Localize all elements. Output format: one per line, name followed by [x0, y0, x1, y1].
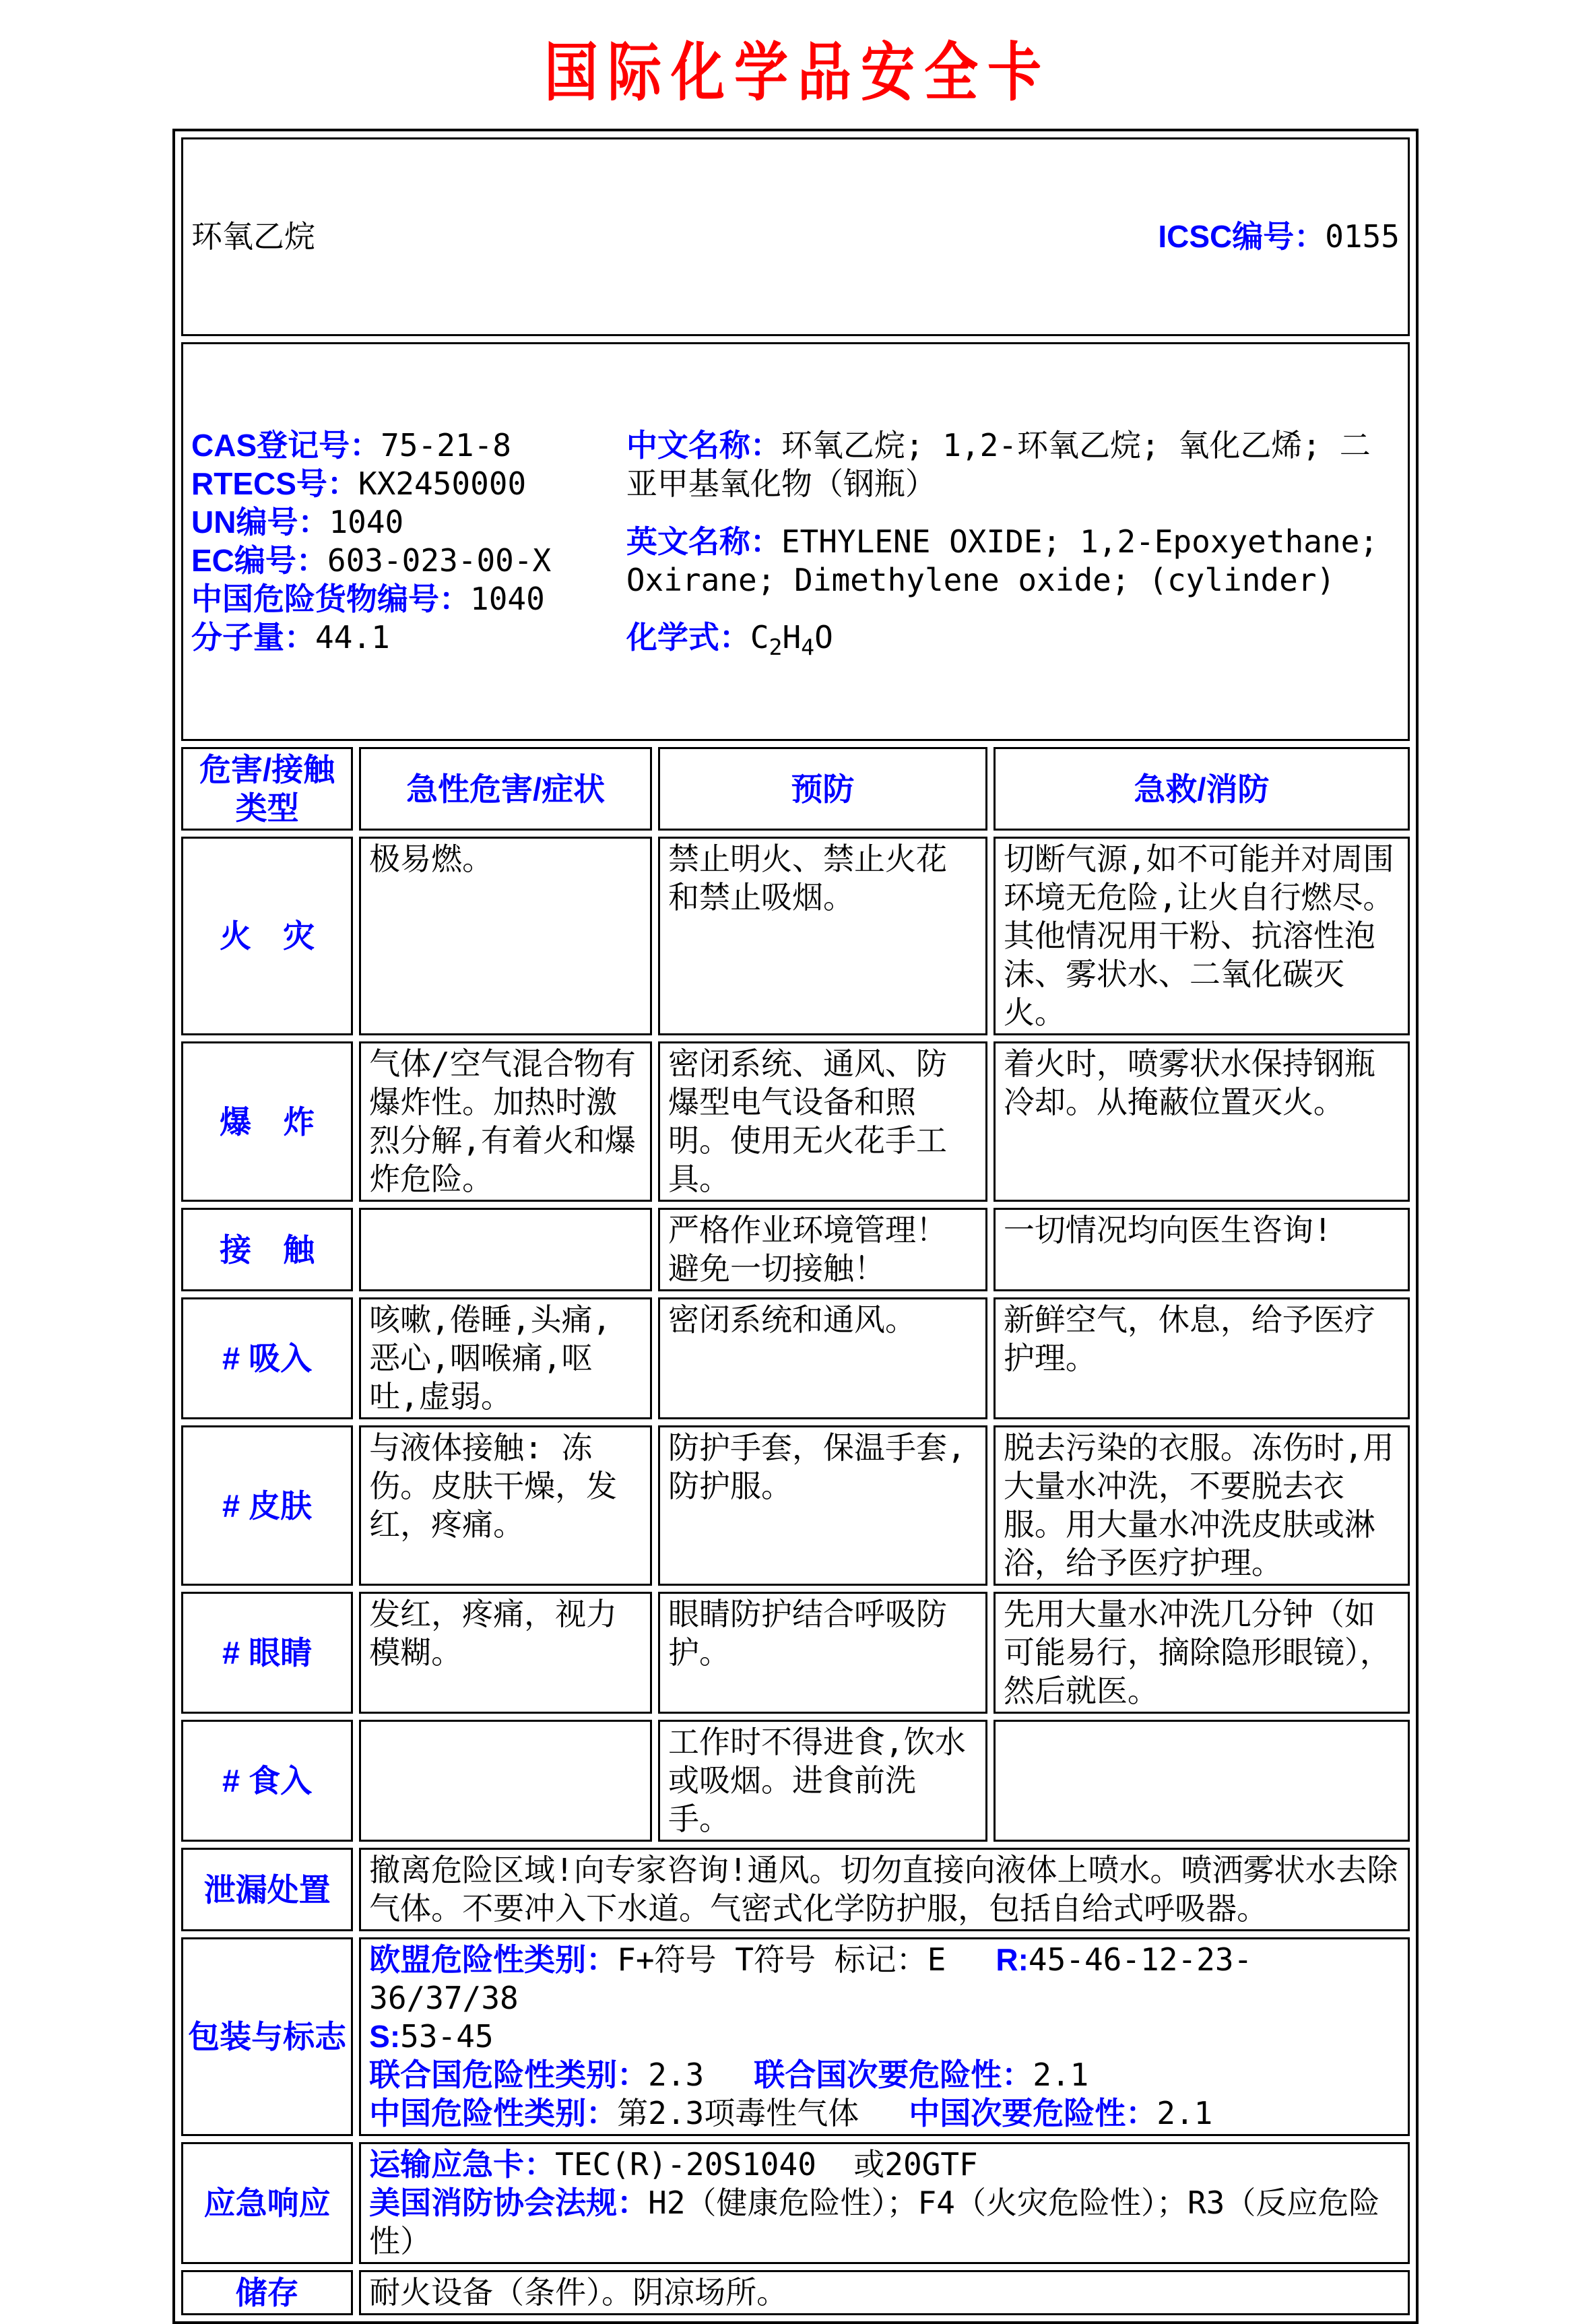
ingestion-prevention-cell: 工作时不得进食,饮水或吸烟。进食前洗手。: [658, 1720, 987, 1842]
field-label: S:: [369, 2019, 401, 2054]
card-name-cell: [181, 137, 1410, 336]
field-value: 2.1: [1157, 2095, 1213, 2131]
header-prevention: 预防: [658, 747, 987, 831]
field-value: F+符号 T符号 标记：E: [617, 1941, 946, 1978]
hazard-row-fire: [181, 837, 1410, 1035]
field-value: 第2.3项毒性气体: [617, 2095, 859, 2131]
fire-prevention-cell: 禁止明火、禁止火花和禁止吸烟。: [658, 837, 987, 1035]
molecular-weight-label: 分子量：: [191, 620, 315, 655]
hazard-type-skin: # 皮肤: [181, 1425, 353, 1586]
china-dg-number-line: [191, 580, 626, 618]
hazard-type-eyes: # 眼睛: [181, 1592, 353, 1714]
field-label: 欧盟危险性类别：: [369, 1942, 618, 1977]
field-value: H2（健康危险性）；F4（火灾危险性）；R3（反应危险性）: [369, 2185, 1380, 2259]
inhalation-response-cell: 新鲜空气，休息，给予医疗护理。: [994, 1297, 1410, 1419]
ec-number-line: [191, 542, 626, 580]
storage-label: 储存: [181, 2270, 353, 2315]
field-label: 美国消防协会法规：: [369, 2185, 649, 2220]
english-name-value: ETHYLENE OXIDE; 1,2-Epoxyethane; Oxirane; Dimethylene oxide; (cylinder): [626, 523, 1397, 598]
rich-text-line: [369, 1941, 1400, 2018]
formula-label: 化学式：: [626, 620, 750, 655]
substance-name: 环氧乙烷: [191, 218, 315, 255]
hazard-type-ingestion: # 食入: [181, 1720, 353, 1842]
contact-response-cell: 一切情况均向医生咨询!: [994, 1208, 1410, 1291]
un-number-line: [191, 503, 626, 542]
un-number-label: UN编号：: [191, 505, 329, 540]
field-value: 2.3: [648, 2057, 705, 2093]
hazard-type-explosion: 爆 炸: [181, 1041, 353, 1202]
cas-number-line: [191, 426, 626, 465]
icsc-number: [1158, 218, 1400, 256]
field-label: R:: [996, 1942, 1029, 1977]
chinese-name-label: 中文名称：: [626, 428, 781, 463]
skin-symptoms-cell: 与液体接触: 冻伤。皮肤干燥，发红，疼痛。: [359, 1425, 652, 1586]
rtecs-number-value: KX2450000: [358, 465, 527, 502]
rtecs-number-label: RTECS号：: [191, 466, 358, 501]
explosion-prevention-cell: 密闭系统、通风、防爆型电气设备和照明。使用无火花手工具。: [658, 1041, 987, 1202]
hazard-row-inhalation: [181, 1297, 1410, 1419]
english-name-label: 英文名称：: [626, 523, 781, 559]
card-name-row: [181, 137, 1410, 336]
hazard-header-row: [181, 747, 1410, 831]
rich-text-line: [369, 2018, 1400, 2056]
china-dg-number-value: 1040: [470, 581, 545, 617]
identifiers-row: [181, 342, 1410, 741]
ec-number-label: EC编号：: [191, 543, 327, 578]
fire-symptoms-cell: 极易燃。: [359, 837, 652, 1035]
hazard-row-contact: [181, 1208, 1410, 1291]
packaging-row: [181, 1937, 1410, 2136]
english-name-line: [626, 523, 1400, 600]
rtecs-number-line: [191, 465, 626, 503]
eyes-symptoms-cell: 发红，疼痛，视力模糊。: [359, 1592, 652, 1714]
storage-text-cell: 耐火设备（条件）。阴凉场所。: [359, 2270, 1410, 2315]
skin-prevention-cell: 防护手套，保温手套,防护服。: [658, 1425, 987, 1586]
un-number-value: 1040: [329, 504, 404, 540]
china-dg-number-label: 中国危险货物编号：: [191, 581, 470, 616]
skin-response-cell: 脱去污染的衣服。冻伤时,用大量水冲洗，不要脱去衣服。用大量水冲洗皮肤或淋浴，给予医疗护理。: [994, 1425, 1410, 1586]
packaging-text-cell: [359, 1937, 1410, 2136]
hazard-type-fire: 火 灾: [181, 837, 353, 1035]
names-block: [626, 422, 1400, 661]
page-title: 国际化学品安全卡: [544, 37, 1051, 108]
inhalation-symptoms-cell: 咳嗽,倦睡,头痛,恶心,咽喉痛,呕吐,虚弱。: [359, 1297, 652, 1419]
field-label: 中国次要危险性：: [909, 2096, 1157, 2131]
emergency-text-cell: [359, 2142, 1410, 2264]
cas-number-label: CAS登记号：: [191, 428, 381, 463]
field-value: 45-46-12-23-36/37/38: [369, 1941, 1253, 2016]
chinese-name-value: 环氧乙烷; 1,2-环氧乙烷; 氧化乙烯; 二亚甲基氧化物（钢瓶）: [626, 427, 1371, 502]
cas-number-value: 75-21-8: [381, 427, 511, 463]
field-value: 53-45: [400, 2018, 494, 2055]
icsc-number-label: ICSC编号：: [1158, 219, 1326, 254]
field-value: TEC(R)-20S1040 或20GTF: [555, 2146, 978, 2183]
field-label: 中国危险性类别：: [369, 2096, 618, 2131]
rich-text-line: [369, 2145, 1400, 2184]
contact-prevention-cell: 严格作业环境管理！避免一切接触！: [658, 1208, 987, 1291]
safety-card-table: [172, 129, 1419, 2324]
identifiers-cell: [181, 342, 1410, 741]
spill-label: 泄漏处置: [181, 1848, 353, 1931]
explosion-response-cell: 着火时，喷雾状水保持钢瓶冷却。从掩蔽位置灭火。: [994, 1041, 1410, 1202]
ingestion-response-cell: [994, 1720, 1410, 1842]
hazard-row-eyes: [181, 1592, 1410, 1714]
hazard-row-explosion: [181, 1041, 1410, 1202]
identifier-list: [191, 422, 626, 661]
hazard-type-contact: 接 触: [181, 1208, 353, 1291]
emergency-row: [181, 2142, 1410, 2264]
ingestion-symptoms-cell: [359, 1720, 652, 1842]
formula-value: $C_2H_4O$: [750, 619, 833, 661]
eyes-response-cell: 先用大量水冲洗几分钟（如可能易行，摘除隐形眼镜），然后就医。: [994, 1592, 1410, 1714]
emergency-label: 应急响应: [181, 2142, 353, 2264]
rich-text-line: [369, 2094, 1400, 2133]
hazard-type-inhalation: # 吸入: [181, 1297, 353, 1419]
packaging-label: 包装与标志: [181, 1937, 353, 2136]
header-response: 急救/消防: [994, 747, 1410, 831]
molecular-weight-value: 44.1: [315, 619, 390, 655]
spill-text-cell: 撤离危险区域!向专家咨询!通风。切勿直接向液体上喷水。喷洒雾状水去除气体。不要冲入下水道。气密式化学防护服，包括自给式呼吸器。: [359, 1848, 1410, 1931]
eyes-prevention-cell: 眼睛防护结合呼吸防护。: [658, 1592, 987, 1714]
rich-text-line: [369, 2184, 1400, 2261]
field-label: 运输应急卡：: [369, 2147, 556, 2182]
explosion-symptoms-cell: 气体/空气混合物有爆炸性。加热时激烈分解,有着火和爆炸危险。: [359, 1041, 652, 1202]
spill-row: [181, 1848, 1410, 1931]
ec-number-value: 603-023-00-X: [327, 542, 552, 579]
storage-row: [181, 2270, 1410, 2315]
hazard-row-ingestion: [181, 1720, 1410, 1842]
molecular-weight-line: [191, 618, 626, 657]
field-label: 联合国危险性类别：: [369, 2057, 649, 2092]
fire-response-cell: 切断气源,如不可能并对周围环境无危险,让火自行燃尽。其他情况用干粉、抗溶性泡沫、雾状水、二氧化碳灭火。: [994, 837, 1410, 1035]
chinese-name-line: [626, 426, 1400, 503]
header-symptoms: 急性危害/症状: [359, 747, 652, 831]
inhalation-prevention-cell: 密闭系统和通风。: [658, 1297, 987, 1419]
icsc-number-value: 0155: [1325, 218, 1400, 255]
rich-text-line: [369, 2056, 1400, 2094]
title-bar: [0, 0, 1595, 106]
formula-line: [626, 618, 1400, 661]
field-value: 2.1: [1033, 2057, 1089, 2093]
hazard-row-skin: [181, 1425, 1410, 1586]
header-hazard-type: 危害/接触类型: [181, 747, 353, 831]
field-label: 联合国次要危险性：: [754, 2057, 1033, 2092]
contact-symptoms-cell: [359, 1208, 652, 1291]
